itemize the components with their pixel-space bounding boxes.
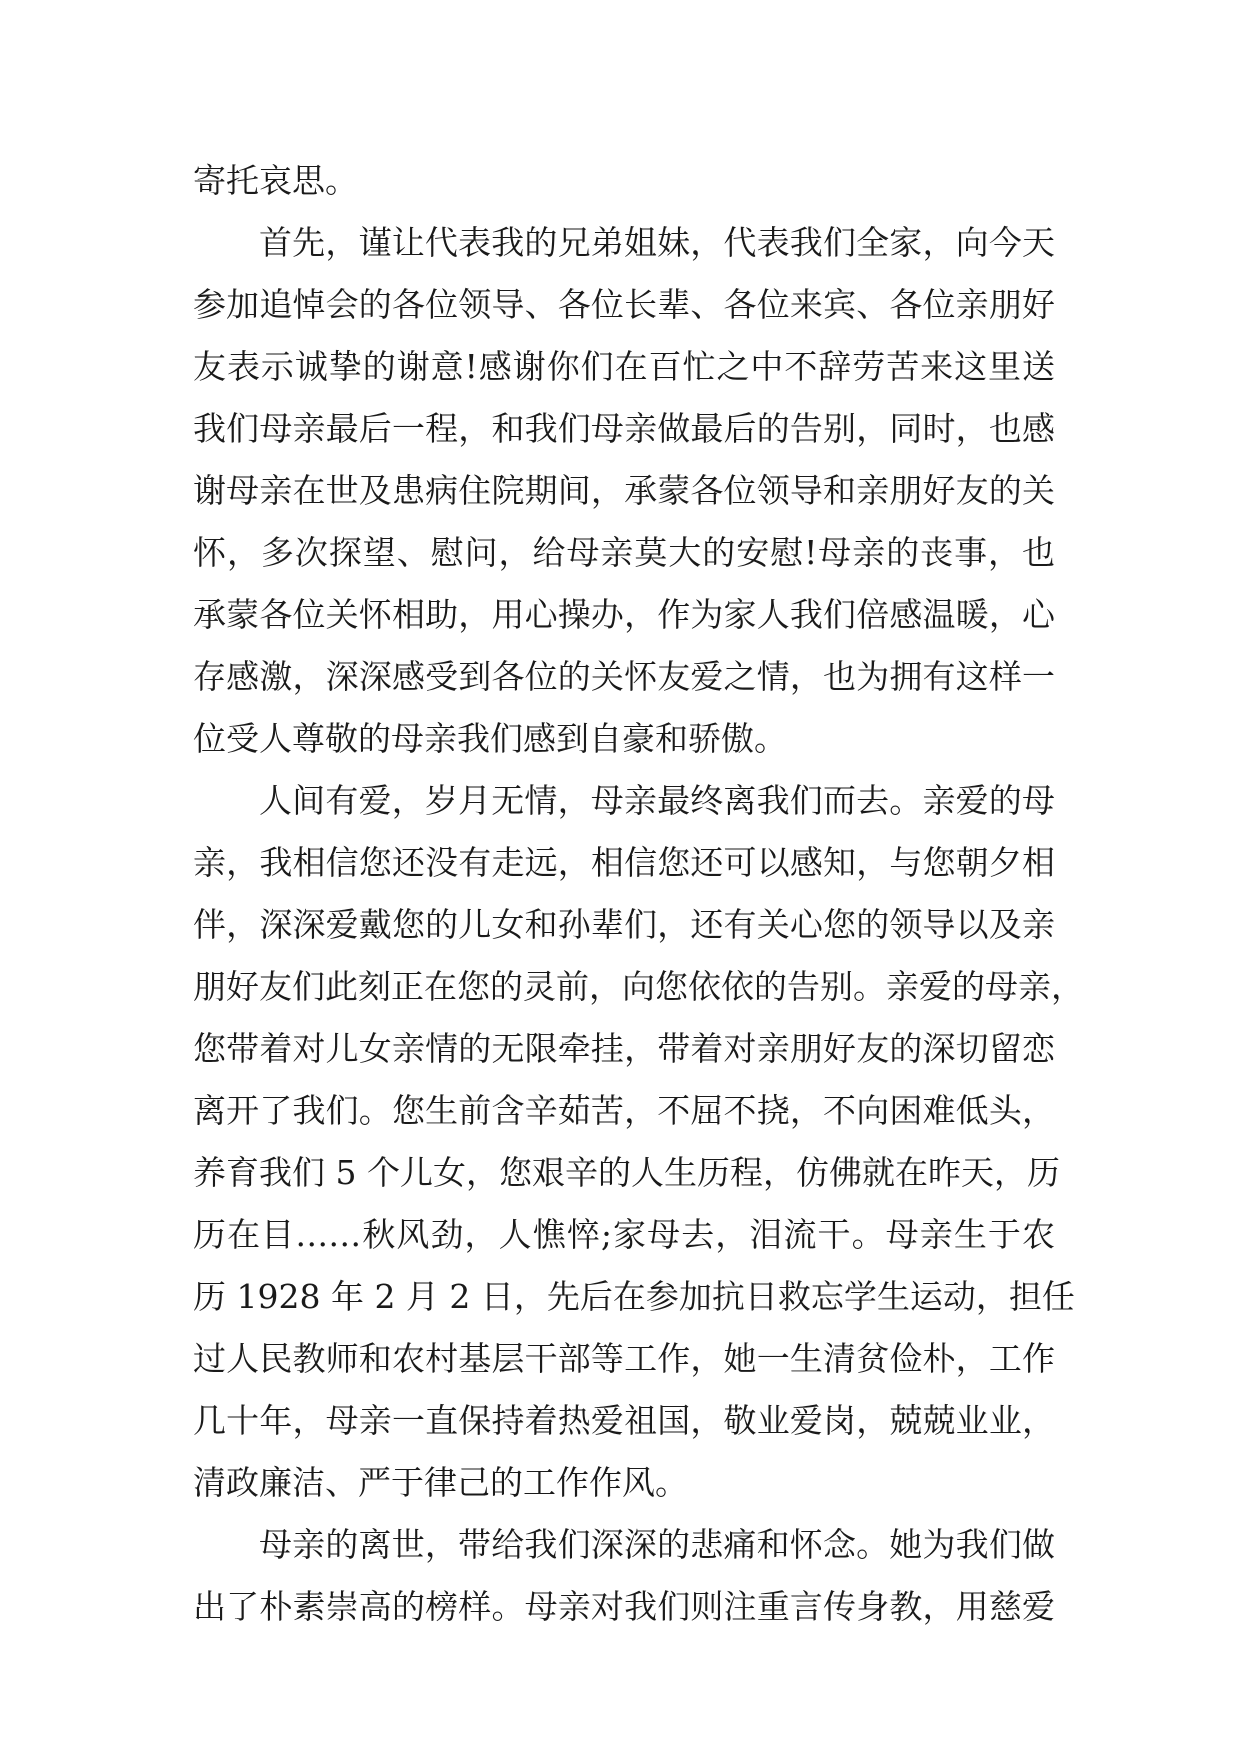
text-line: 母亲的离世，带给我们深深的悲痛和怀念。她为我们做 [259, 1525, 1055, 1564]
text-line: 友表示诚挚的谢意!感谢你们在百忙之中不辞劳苦来这里送 [193, 347, 1055, 386]
text-line: 存感激，深深感受到各位的关怀友爱之情，也为拥有这样一 [193, 657, 1055, 696]
text-line: 养育我们 5 个儿女，您艰辛的人生历程，仿佛就在昨天，历 [193, 1153, 1060, 1192]
text-line: 您带着对儿女亲情的无限牵挂，带着对亲朋好友的深切留恋 [193, 1029, 1055, 1068]
text-line: 怀，多次探望、慰问，给母亲莫大的安慰!母亲的丧事，也 [193, 533, 1055, 572]
text-line: 寄托哀思。 [193, 161, 358, 200]
text-line: 谢母亲在世及患病住院期间，承蒙各位领导和亲朋好友的关 [193, 471, 1055, 510]
text-line: 承蒙各位关怀相助，用心操办，作为家人我们倍感温暖，心 [193, 595, 1055, 634]
text-line: 参加追悼会的各位领导、各位长辈、各位来宾、各位亲朋好 [193, 285, 1055, 324]
text-line: 离开了我们。您生前含辛茹苦，不屈不挠，不向困难低头， [193, 1091, 1055, 1130]
text-line: 过人民教师和农村基层干部等工作，她一生清贫俭朴，工作 [193, 1339, 1055, 1378]
text-line: 几十年，母亲一直保持着热爱祖国，敬业爱岗，兢兢业业， [193, 1401, 1055, 1440]
text-line: 朋好友们此刻正在您的灵前，向您依依的告别。亲爱的母亲， [193, 967, 1084, 1006]
text-line: 历在目……秋风劲，人憔悴;家母去，泪流干。母亲生于农 [193, 1215, 1055, 1254]
text-line: 位受人尊敬的母亲我们感到自豪和骄傲。 [193, 719, 787, 758]
text-line: 出了朴素崇高的榜样。母亲对我们则注重言传身教，用慈爱 [193, 1587, 1055, 1626]
text-line: 我们母亲最后一程，和我们母亲做最后的告别，同时，也感 [193, 409, 1055, 448]
text-line: 伴，深深爱戴您的儿女和孙辈们，还有关心您的领导以及亲 [193, 905, 1055, 944]
text-line: 历 1928 年 2 月 2 日，先后在参加抗日救忘学生运动，担任 [193, 1277, 1075, 1316]
text-line: 亲，我相信您还没有走远，相信您还可以感知，与您朝夕相 [193, 843, 1055, 882]
text-line: 人间有爱，岁月无情，母亲最终离我们而去。亲爱的母 [259, 781, 1055, 820]
text-line: 首先，谨让代表我的兄弟姐妹，代表我们全家，向今天 [259, 223, 1055, 262]
text-line: 清政廉洁、严于律己的工作作风。 [193, 1463, 688, 1502]
